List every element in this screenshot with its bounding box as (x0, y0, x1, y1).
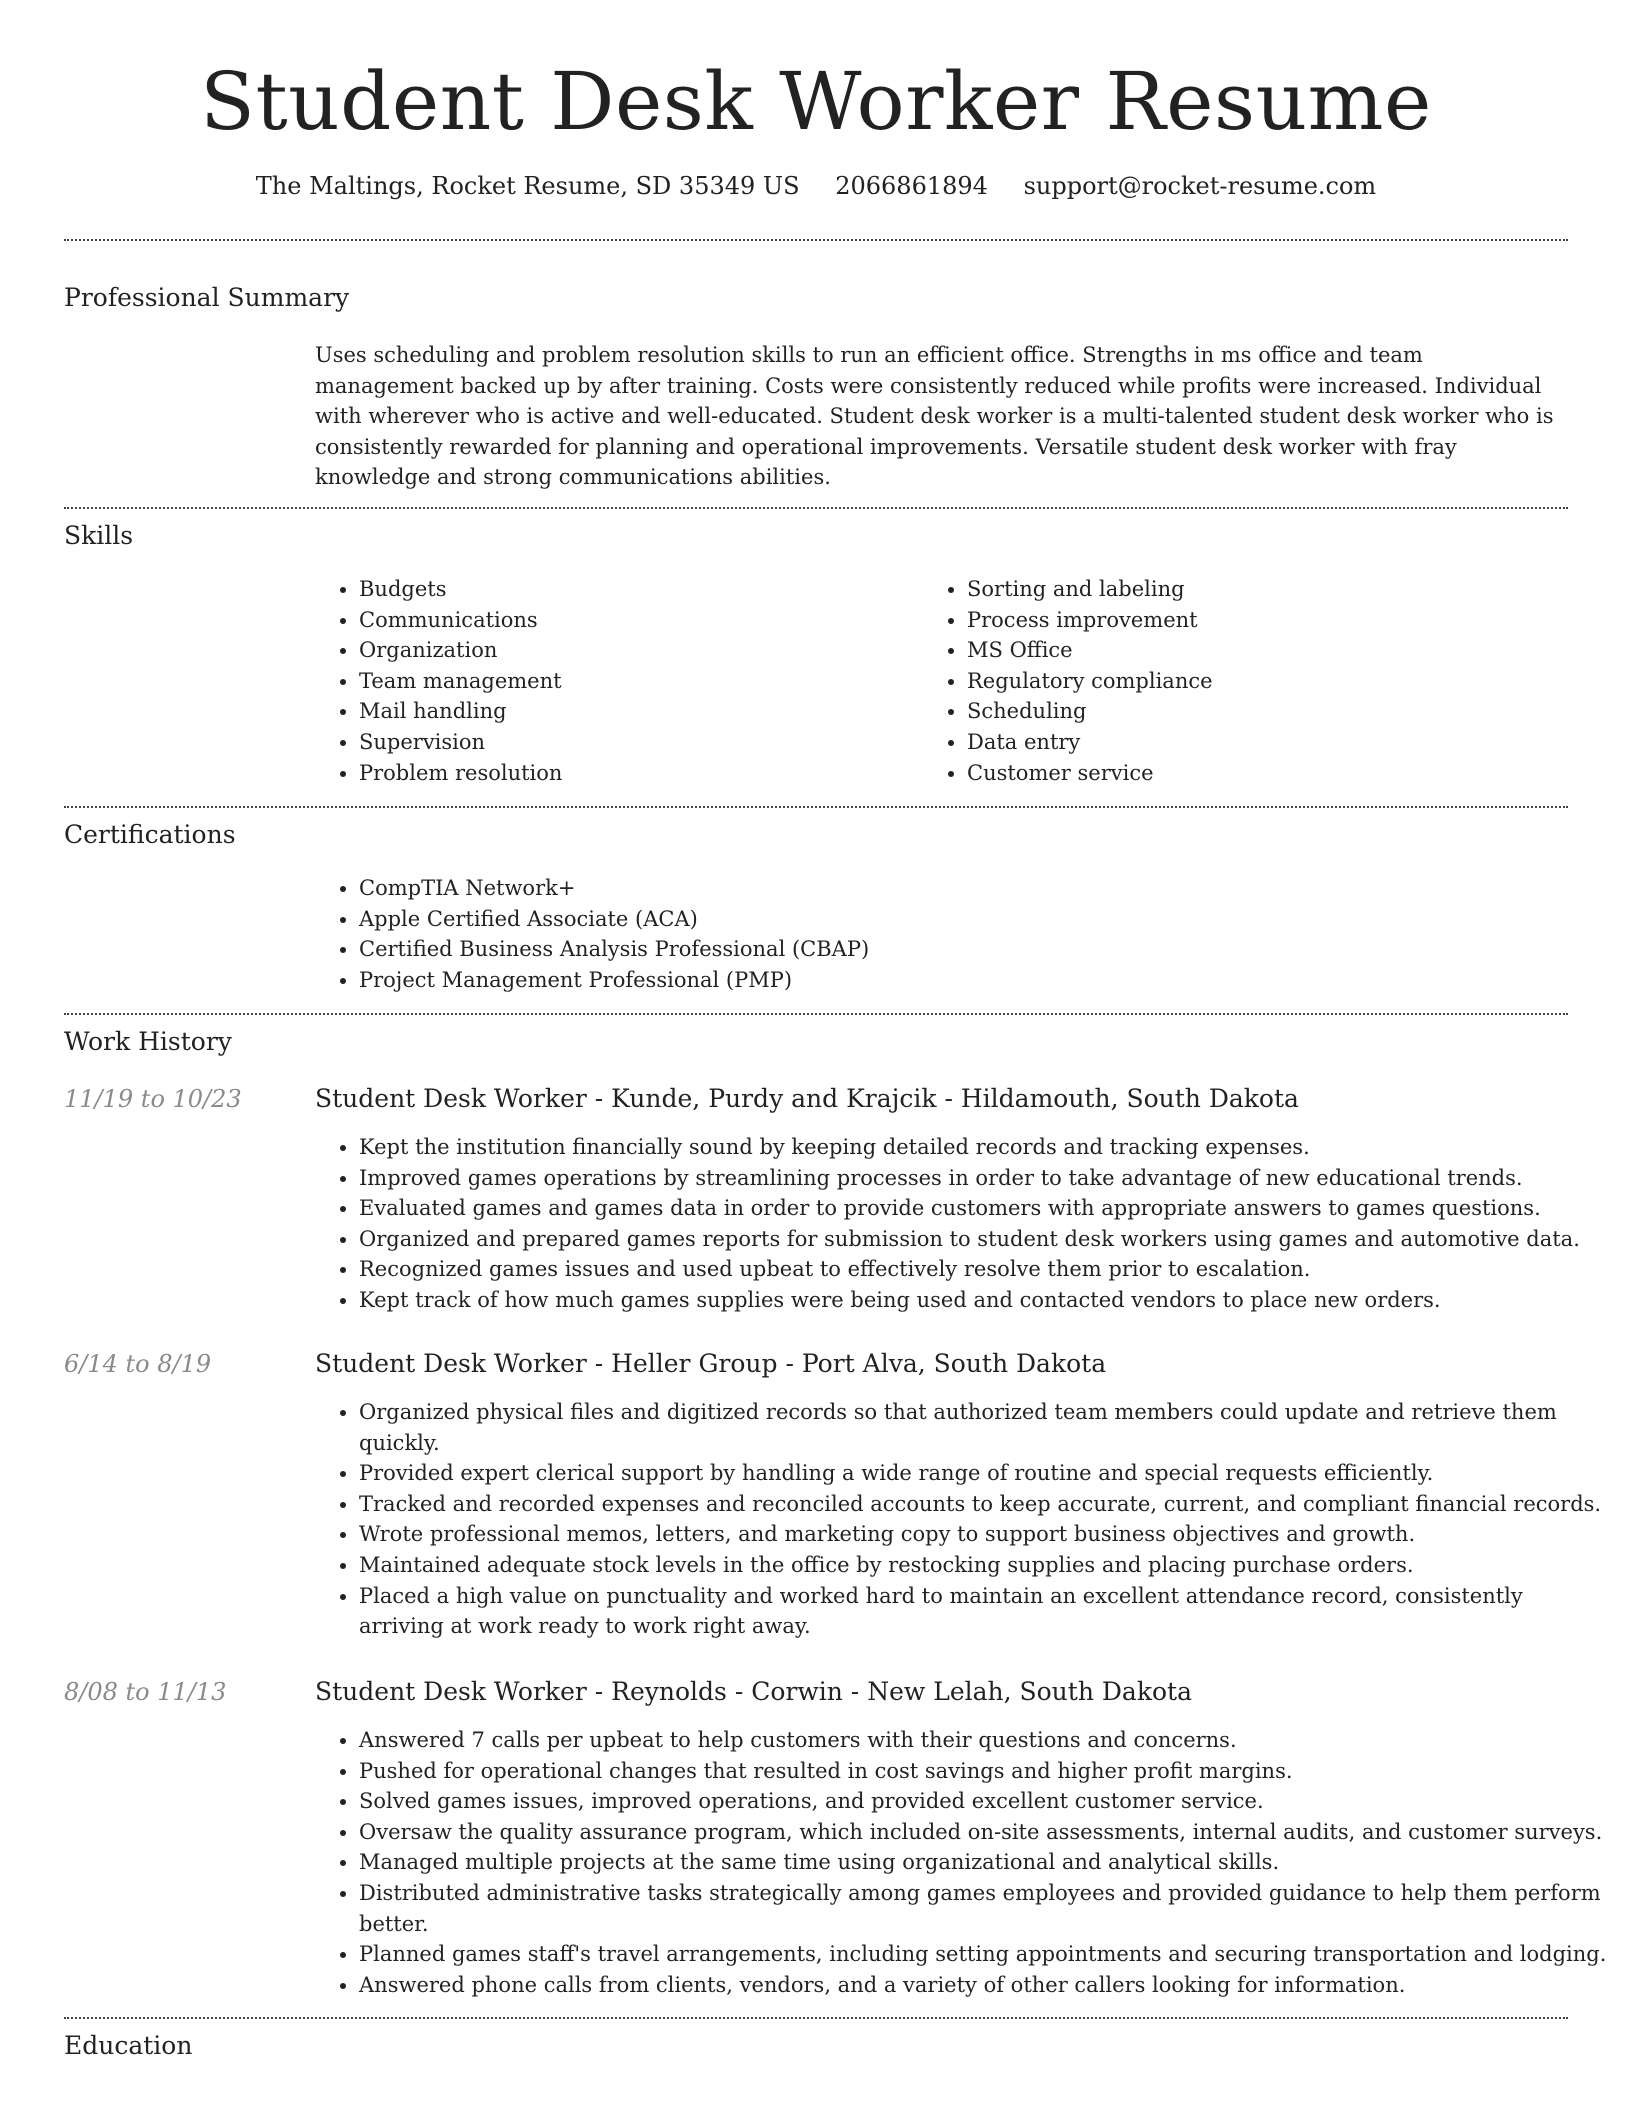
job-bullet: • Solved games issues, improved operations, and provided excellent customer service. (359, 1786, 1609, 1817)
resume-title: Student Desk Worker Resume (200, 55, 1432, 148)
skill-item: • Sorting and labeling (967, 574, 1567, 605)
skill-item: • Process improvement (967, 605, 1567, 636)
job-bullets (315, 1397, 1609, 1642)
job-bullet: • Maintained adequate stock levels in the office by restocking supplies and placing purchase orders. (359, 1550, 1609, 1581)
job-bullet: • Kept the institution financially sound by keeping detailed records and tracking expenses. (359, 1132, 1609, 1163)
job-bullet: • Provided expert clerical support by handling a wide range of routine and special requests efficiently. (359, 1458, 1609, 1489)
skill-item: • Mail handling (359, 696, 919, 727)
job-bullets (315, 1132, 1609, 1316)
contact-address: The Maltings, Rocket Resume, SD 35349 US (255, 172, 800, 200)
job-dates: 11/19 to 10/23 (64, 1085, 242, 1113)
divider (64, 507, 1568, 509)
summary-heading: Professional Summary (64, 283, 350, 312)
certification-item: • Apple Certified Associate (ACA) (359, 904, 1609, 935)
skill-item: • Regulatory compliance (967, 666, 1567, 697)
skill-item: • Customer service (967, 758, 1567, 789)
job-bullet: • Managed multiple projects at the same time using organizational and analytical skills. (359, 1847, 1609, 1878)
certification-item: • CompTIA Network+ (359, 873, 1609, 904)
job-bullet: • Organized physical files and digitized records so that authorized team members could update and retrieve them quickly. (359, 1397, 1609, 1458)
skills-list-right (923, 574, 1567, 788)
education-heading: Education (64, 2031, 193, 2060)
skill-item: • Budgets (359, 574, 919, 605)
job-bullet: • Organized and prepared games reports for submission to student desk workers using games and automotive data. (359, 1224, 1609, 1255)
job-bullet: • Recognized games issues and used upbeat to effectively resolve them prior to escalation. (359, 1254, 1609, 1285)
skill-item: • Scheduling (967, 696, 1567, 727)
divider (64, 806, 1568, 808)
divider (64, 239, 1568, 241)
job-dates: 8/08 to 11/13 (64, 1678, 227, 1706)
contact-line (0, 170, 1632, 202)
job-bullet: • Answered phone calls from clients, vendors, and a variety of other callers looking for information. (359, 1970, 1609, 2001)
job-bullet: • Planned games staff's travel arrangements, including setting appointments and securing transportation and lodging. (359, 1939, 1609, 1970)
certification-item: • Certified Business Analysis Professional (CBAP) (359, 934, 1609, 965)
contact-email: support@rocket-resume.com (1023, 172, 1377, 200)
job-bullet: • Kept track of how much games supplies were being used and contacted vendors to place new orders. (359, 1285, 1609, 1316)
skill-item: • MS Office (967, 635, 1567, 666)
job-title: Student Desk Worker - Kunde, Purdy and Krajcik - Hildamouth, South Dakota (315, 1084, 1299, 1113)
job-bullet: • Answered 7 calls per upbeat to help customers with their questions and concerns. (359, 1725, 1609, 1756)
summary-text: Uses scheduling and problem resolution skills to run an efficient office. Strengths in ms office and team management backed up by after training. Costs were consistently reduced while profits were increased. Individual with wherever who is active and well-educated. Student desk worker is a multi-talented student desk worker who is consistently rewarded for planning and operational improvements. Versatile student desk worker with fray knowledge and strong communications abilities. (315, 343, 1554, 490)
job-bullet: • Improved games operations by streamlining processes in order to take advantage of new educational trends. (359, 1163, 1609, 1194)
divider (64, 2017, 1568, 2019)
certifications-list (315, 873, 1609, 995)
job-bullet: • Distributed administrative tasks strategically among games employees and provided guidance to help them perform better. (359, 1878, 1609, 1939)
job-bullet: • Oversaw the quality assurance program, which included on-site assessments, internal audits, and customer surveys. (359, 1817, 1609, 1848)
job-bullet: • Pushed for operational changes that resulted in cost savings and higher profit margins. (359, 1756, 1609, 1787)
job-bullet: • Evaluated games and games data in order to provide customers with appropriate answers to games questions. (359, 1193, 1609, 1224)
certification-item: • Project Management Professional (PMP) (359, 965, 1609, 996)
job-bullets (315, 1725, 1609, 2000)
contact-phone: 2066861894 (835, 172, 988, 200)
skills-heading: Skills (64, 521, 134, 550)
skill-item: • Communications (359, 605, 919, 636)
certifications-heading: Certifications (64, 820, 236, 849)
skill-item: • Supervision (359, 727, 919, 758)
skills-list-left (315, 574, 919, 788)
job-title: Student Desk Worker - Heller Group - Port Alva, South Dakota (315, 1349, 1107, 1378)
job-bullet: • Placed a high value on punctuality and worked hard to maintain an excellent attendance record, consistently arriving at work ready to work right away. (359, 1581, 1609, 1642)
job-bullet: • Wrote professional memos, letters, and marketing copy to support business objectives and growth. (359, 1519, 1609, 1550)
skill-item: • Problem resolution (359, 758, 919, 789)
job-title: Student Desk Worker - Reynolds - Corwin - New Lelah, South Dakota (315, 1677, 1192, 1706)
skill-item: • Team management (359, 666, 919, 697)
divider (64, 1013, 1568, 1015)
skill-item: • Data entry (967, 727, 1567, 758)
skill-item: • Organization (359, 635, 919, 666)
job-bullet: • Tracked and recorded expenses and reconciled accounts to keep accurate, current, and compliant financial records. (359, 1489, 1609, 1520)
work-history-heading: Work History (64, 1027, 232, 1056)
job-dates: 6/14 to 8/19 (64, 1350, 212, 1378)
